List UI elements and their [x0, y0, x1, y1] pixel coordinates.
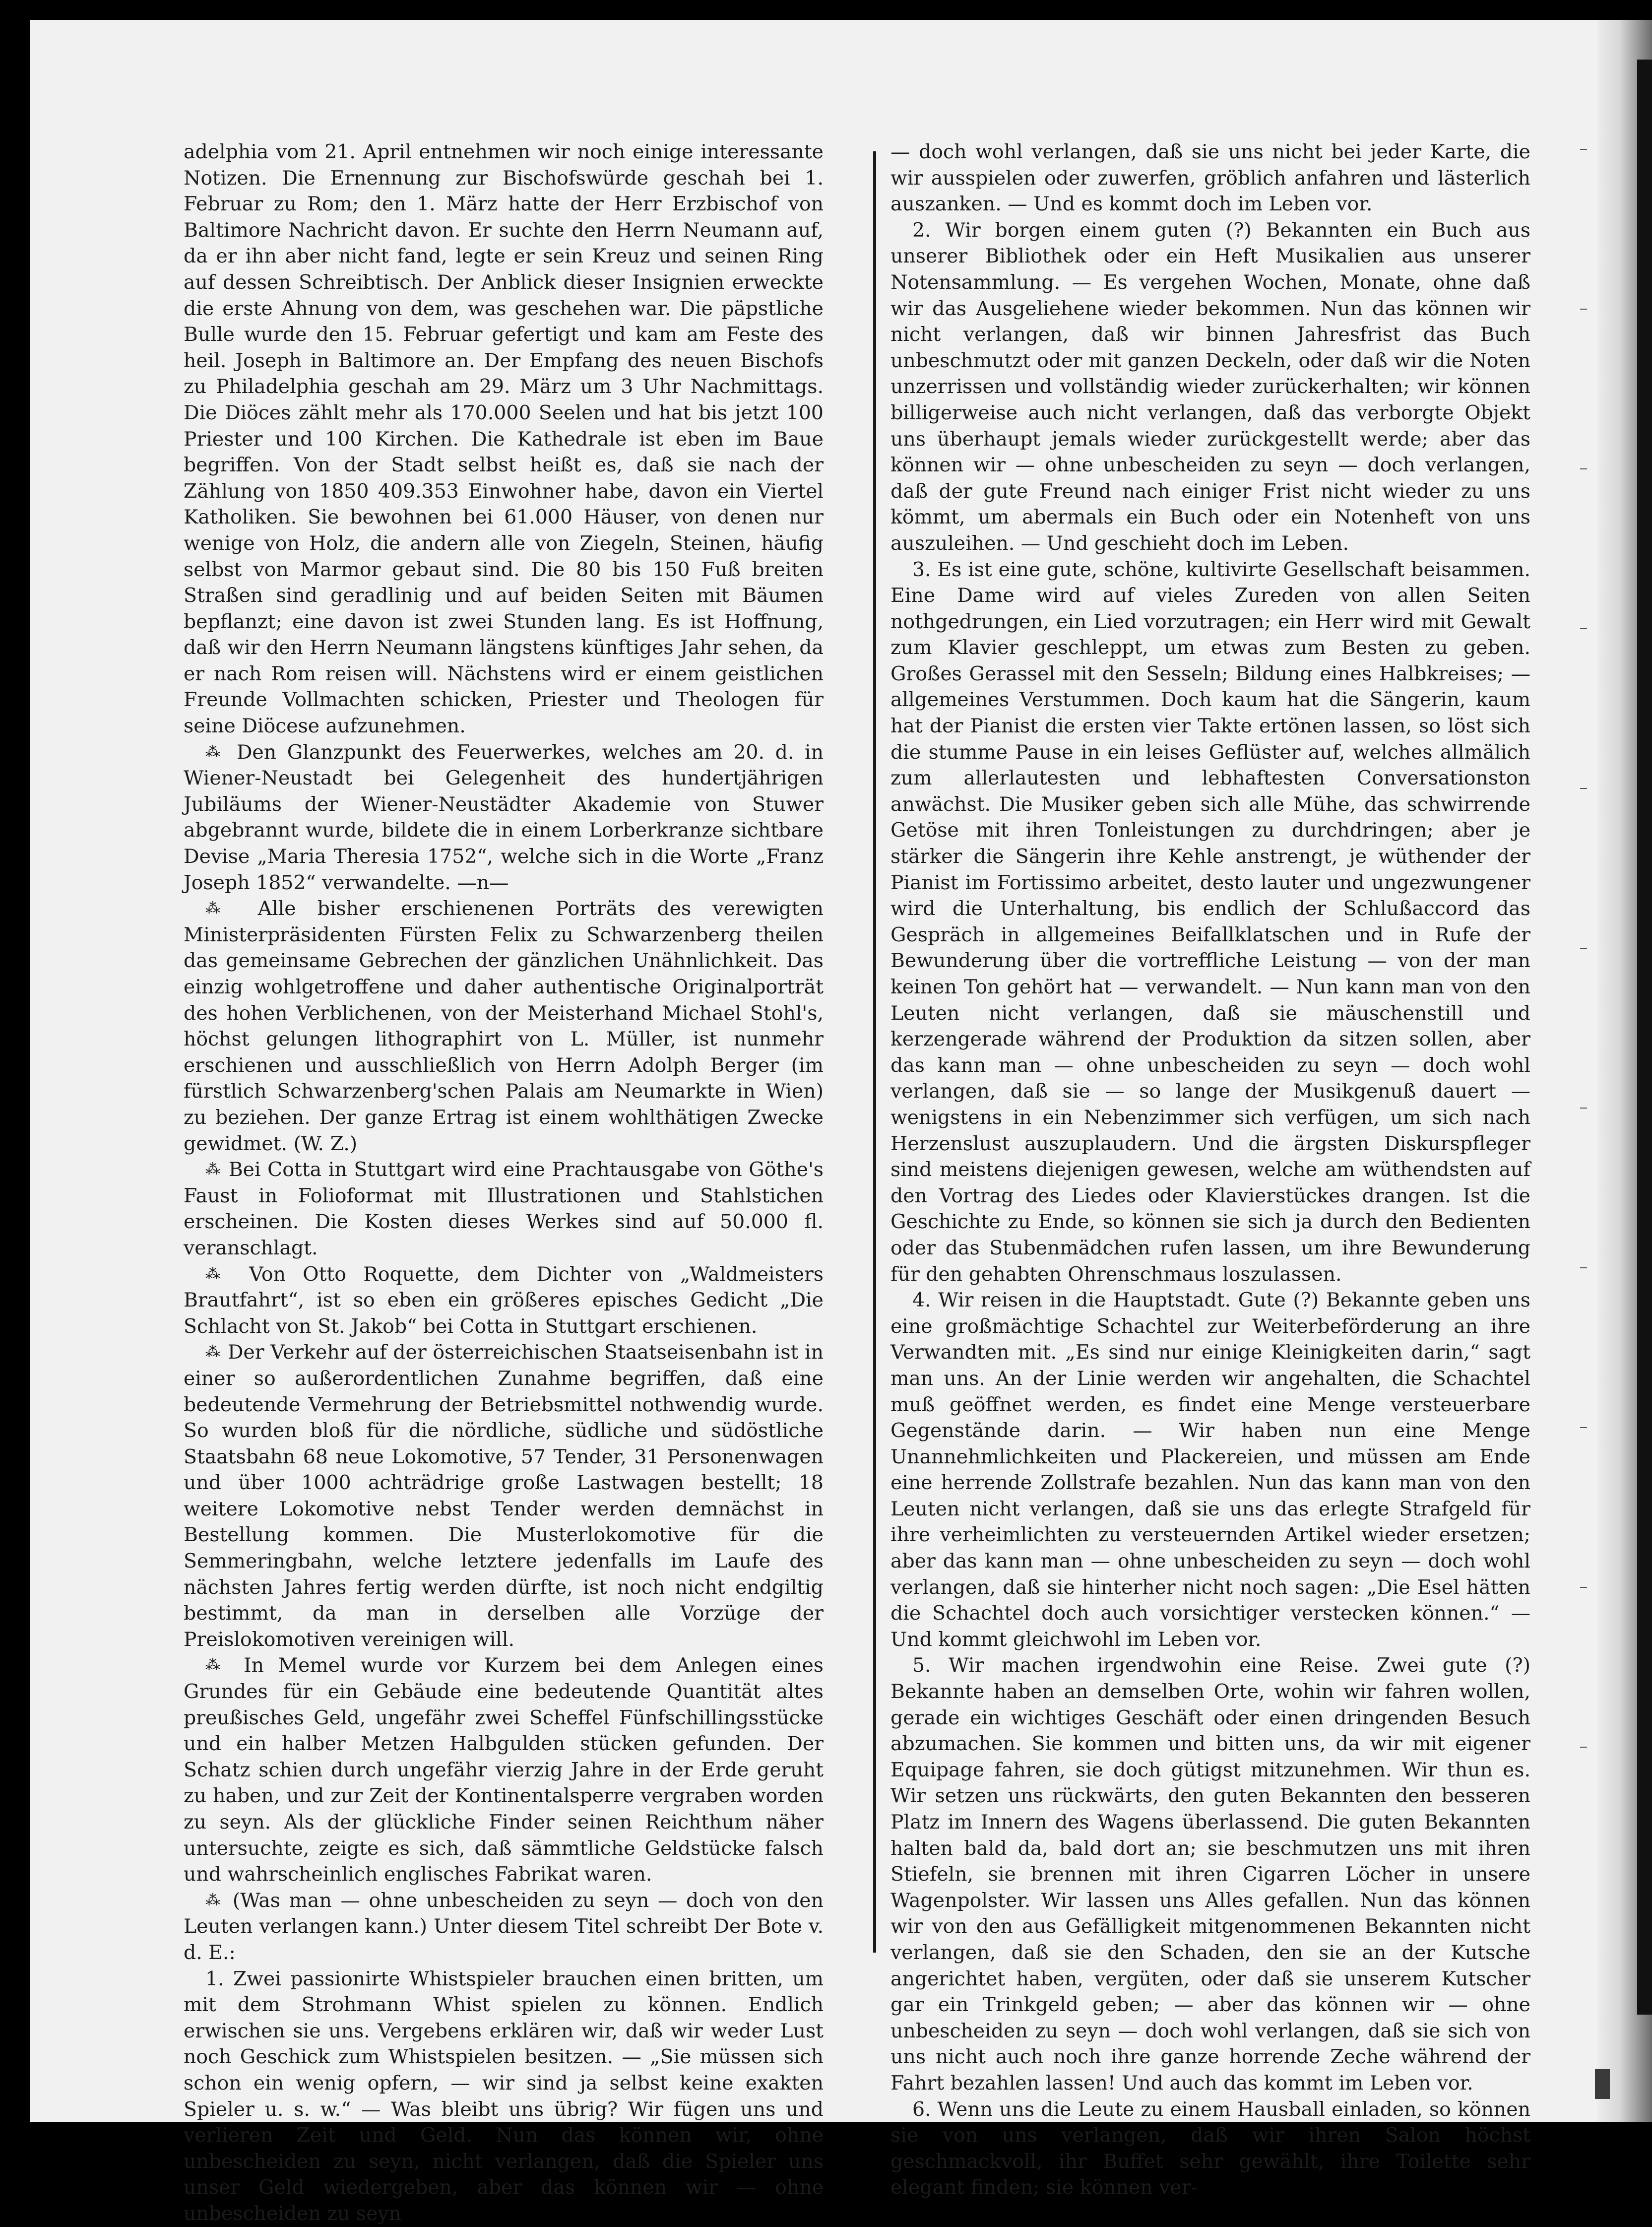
- article-feuerwerk: [184, 739, 824, 896]
- article-roquette: [184, 1261, 824, 1340]
- scan-edge-bar: [1637, 60, 1652, 2015]
- article-staatseisenbahn-text: Der Verkehr auf der österreichischen Staatseisenbahn ist in einer so außerordentlichen Zunahme begriffen, daß eine bedeutende Vermehrung der Betriebsmittel nothwendig wurde. So wurden bloß für die nördliche, südliche und südöstliche Staatsbahn 68 neue Lokomotive, 57 Tender, 31 Personenwagen und über 1000 achträdrige große Lastwagen bestellt; 18 weitere Lokomotive nebst Tender werden demnächst in Bestellung kommen. Die Musterlokomotive für die Semmeringbahn, welche letztere jedenfalls im Laufe des nächsten Jahres fertig werden dürfte, ist noch nicht endgiltig bestimmt, da man in derselben alle Vorzüge der Preislokomotiven vereinigen will.: [184, 1341, 824, 1651]
- article-was-man-intro-text: (Was man — ohne unbescheiden zu seyn — doch von den Leuten verlangen kann.) Unter diesem Titel schreibt Der Bote v. d. E.:: [184, 1889, 824, 1964]
- article-whist: 1. Zwei passionirte Whistspieler brauchen einen britten, um mit dem Strohmann Whist spielen zu können. Endlich erwischen sie uns. Vergebens erklären wir, daß wir weder Lust noch Geschick zum Whistspielen besitzen. — „Sie müssen sich schon ein wenig opfern, — wir sind ja selbst keine exakten Spieler u. s. w.“ — Was bleibt uns übrig? Wir fügen uns und verlieren Zeit und Geld. Nun das können wir, ohne unbescheiden zu seyn, nicht verlangen, daß die Spieler uns unser Geld wiedergeben, aber das können wir — ohne unbescheiden zu seyn: [184, 1967, 824, 2225]
- article-roquette-text: Von Otto Roquette, dem Dichter von „Waldmeisters Brautfahrt“, ist so eben ein größeres episches Gedicht „Die Schlacht von St. Jakob“ bei Cotta in Stuttgart erschienen.: [184, 1262, 824, 1338]
- article-feuerwerk-text: Den Glanzpunkt des Feuerwerkes, welches am 20. d. in Wiener-Neustadt bei Gelegenheit des hundertjährigen Jubiläums der Wiener-Neustädter Akademie von Stuwer abgebrannt wurde, bildete die in einem Lorberkranze sichtbare Devise „Maria Theresia 1752“, welche sich in die Worte „Franz Joseph 1852“ verwandelte. —n—: [184, 740, 824, 894]
- article-hausball: 6. Wenn uns die Leute zu einem Hausball einladen, so können sie von uns verlangen, daß wir ihren Salon höchst geschmackvoll, ihr Buffet sehr gewählt, ihre Toilette sehr elegant finden; sie können ver-: [890, 2097, 1530, 2199]
- bullet-mark: ⁂: [205, 900, 237, 917]
- left-text-column: [184, 139, 824, 2225]
- bullet-mark: ⁂: [205, 743, 226, 761]
- article-faust: [184, 1157, 824, 1261]
- article-buch-borgen: 2. Wir borgen einem guten (?) Bekannten ein Buch aus unserer Bibliothek oder ein Heft Musikalien aus unserer Notensammlung. — Es vergehen Wochen, Monate, ohne daß wir das Ausgeliehene wieder bekommen. Nun das können wir nicht verlangen, daß wir binnen Jahresfrist das Buch unbeschmutzt oder mit ganzen Deckeln, oder daß wir die Noten unzerrissen und vollständig wieder zurückerhalten; wir können billigerweise auch nicht verlangen, daß das verborgte Objekt uns überhaupt jemals wieder zurückgestellt werde; aber das können wir — ohne unbescheiden zu seyn — doch verlangen, daß der gute Freund nach einiger Frist nicht wieder zu uns kömmt, um abermals ein Buch oder ein Notenheft von uns auszuleihen. — Und geschieht doch im Leben.: [890, 218, 1530, 555]
- article-portraet-text: Alle bisher erschienenen Porträts des verewigten Ministerpräsidenten Fürsten Felix zu Schwarzenberg theilen das gemeinsame Gebrechen der gänzlichen Unähnlichkeit. Das einzig wohlgetroffene und daher authentische Originalporträt des hohen Verblichenen, von der Meisterhand Michael Stohl's, höchst gelungen lithographirt von L. Müller, ist nunmehr erschienen und ausschließlich von Herrn Adolph Berger (im fürstlich Schwarzenberg'schen Palais am Neumarkte in Wien) zu beziehen. Der ganze Ertrag ist einem wohlthätigen Zwecke gewidmet. (W. Z.): [184, 897, 824, 1155]
- article-memel-text: In Memel wurde vor Kurzem bei dem Anlegen eines Grundes für ein Gebäude eine bedeutende Quantität altes preußisches Geld, ungefähr zwei Scheffel Fünfschillingsstücke und ein halber Metzen Halbgulden stücken gefunden. Der Schatz schien durch ungefähr vierzig Jahre in der Erde geruht zu haben, und zur Zeit der Kontinentalsperre vergraben worden zu seyn. Als der glückliche Finder seinen Reichthum näher untersuchte, zeigte es sich, daß sämmtliche Geldstücke falsch und wahrscheinlich englisches Fabrikat waren.: [184, 1654, 824, 1886]
- bullet-mark: ⁂: [205, 1343, 222, 1361]
- article-whist-continued: — doch wohl verlangen, daß sie uns nicht bei jeder Karte, die wir ausspielen oder zuwerfen, gröblich anfahren und lästerlich auszanken. — Und es kommt doch im Leben vor.: [890, 140, 1530, 216]
- bullet-mark: ⁂: [205, 1891, 224, 1909]
- column-divider: [873, 151, 876, 1953]
- edge-marks: [1580, 149, 1590, 1935]
- article-faust-text: Bei Cotta in Stuttgart wird eine Prachtausgabe von Göthe's Faust in Folioformat mit Illustrationen und Stahlstichen erscheinen. Die Kosten dieses Werkes sind auf 50.000 fl. veranschlagt.: [184, 1158, 824, 1259]
- article-philadelphia: adelphia vom 21. April entnehmen wir noch einige interessante Notizen. Die Ernennung zur Bischofswürde geschah bei 1. Februar zu Rom; den 1. März hatte der Herr Erzbischof von Baltimore Nachricht davon. Er suchte den Herrn Neumann auf, da er ihn aber nicht fand, legte er sein Kreuz und seinen Ring auf dessen Schreibtisch. Der Anblick dieser Insignien erweckte die erste Ahnung von dem, was geschehen war. Die päpstliche Bulle wurde den 15. Februar gefertigt und kam am Feste des heil. Joseph in Baltimore an. Der Empfang des neuen Bischofs zu Philadelphia geschah am 29. März um 3 Uhr Nachmittags. Die Diöces zählt mehr als 170.000 Seelen und hat bis jetzt 100 Priester und 100 Kirchen. Die Kathedrale ist eben im Baue begriffen. Von der Stadt selbst heißt es, daß sie nach der Zählung von 1850 409.353 Einwohner habe, davon ein Viertel Katholiken. Sie bewohnen bei 61.000 Häuser, von denen nur wenige von Holz, die andern alle von Ziegeln, Steinen, häufig selbst von Marmor gebaut sind. Die 80 bis 150 Fuß breiten Straßen sind geradlinig und auf beiden Seiten mit Bäumen bepflanzt; eine davon ist zwei Stunden lang. Es ist Hoffnung, daß wir den Herrn Neumann längstens künftiges Jahr sehen, da er nach Rom reisen will. Nächstens wird er einem geistlichen Freunde Vollmachten schicken, Priester und Theologen für seine Diöcese aufzunehmen.: [184, 140, 824, 738]
- right-text-column: [890, 139, 1530, 2199]
- article-portraet: [184, 896, 824, 1157]
- bullet-mark: ⁂: [205, 1161, 222, 1179]
- article-gesellschaft: 3. Es ist eine gute, schöne, kultivirte Gesellschaft beisammen. Eine Dame wird auf vieles Zureden von allen Seiten nothgedrungen, ein Lied vorzutragen; ein Herr wird mit Gewalt zum Klavier geschleppt, um etwas zum Besten zu geben. Großes Gerassel mit den Sesseln; Bildung eines Halbkreises; — allgemeines Verstummen. Doch kaum hat die Sängerin, kaum hat der Pianist die ersten vier Takte ertönen lassen, so löst sich die stumme Pause in ein leises Geflüster auf, welches allmälich zum allerlautesten und lebhaftesten Conversationston anwächst. Die Musiker geben sich alle Mühe, das schwirrende Getöse mit ihren Tonleistungen zu durchdringen; aber je stärker die Sängerin ihre Kehle anstrengt, je wüthender der Pianist im Fortissimo arbeitet, desto lauter und ungezwungener wird die Unterhaltung, bis endlich der Schlußaccord das Gespräch in allgemeines Beifallklatschen und in Rufe der Bewunderung über die vortreffliche Leistung — von der man keinen Ton gehört hat — verwandelt. — Nun kann man von den Leuten nicht verlangen, daß sie mäuschenstill und kerzengerade während der Produktion da sitzen sollen, aber das kann man — ohne unbescheiden zu seyn — doch wohl verlangen, daß sie — so lange der Musikgenuß dauert — wenigstens in ein Nebenzimmer sich verfügen, um sich nach Herzenslust auszuplaudern. Und die ärgsten Diskurspfleger sind meistens diejenigen gewesen, welche am wüthendsten auf den Vortrag des Liedes oder Klavierstückes drangen. Ist die Geschichte zu Ende, so können sie sich ja durch den Bedienten oder das Stubenmädchen rufen lassen, um ihre Bewunderung für den gehabten Ohrenschmaus loszulassen.: [890, 558, 1530, 1286]
- article-staatseisenbahn: [184, 1339, 824, 1652]
- article-was-man-intro: [184, 1888, 824, 1966]
- article-memel: [184, 1652, 824, 1887]
- article-reise: 5. Wir machen irgendwohin eine Reise. Zwei gute (?) Bekannte haben an demselben Orte, wohin wir fahren wollen, gerade ein wichtiges Geschäft oder einen dringenden Besuch abzumachen. Sie kommen und bitten uns, da wir mit eigener Equipage fahren, sie doch gütigst mitzunehmen. Wir thun es. Wir setzen uns rückwärts, den guten Bekannten den besseren Platz im Innern des Wagens überlassend. Die guten Bekannten halten bald da, bald dort an; sie beschmutzen uns mit ihren Stiefeln, sie brennen mit ihren Cigarren Löcher in unsere Wagenpolster. Wir lassen uns Alles gefallen. Nun das können wir von den aus Gefälligkeit mitgenommenen Bekannten nicht verlangen, daß sie den Schaden, den sie an der Kutsche angerichtet haben, vergüten, oder daß sie unserem Kutscher gar ein Trinkgeld geben; — aber das können wir — ohne unbescheiden zu seyn — doch wohl verlangen, daß sie sich von uns nicht auch noch ihre ganze horrende Zeche während der Fahrt bezahlen lassen! Und auch das kommt im Leben vor.: [890, 1654, 1530, 2095]
- bullet-mark: ⁂: [205, 1656, 230, 1674]
- scan-corner-mark: [1595, 2069, 1610, 2099]
- article-hauptstadt: 4. Wir reisen in die Hauptstadt. Gute (?) Bekannte geben uns eine großmächtige Schachtel zur Weiterbeförderung an ihre Verwandten mit. „Es sind nur einige Kleinigkeiten darin,“ sagt man uns. An der Linie werden wir angehalten, die Schachtel muß geöffnet werden, es findet eine Menge versteuerbare Gegenstände darin. — Wir haben nun eine Menge Unannehmlichkeiten und Plackereien, und müssen am Ende eine herrende Zollstrafe bezahlen. Nun das kann man von den Leuten nicht verlangen, daß sie uns das erlegte Strafgeld für ihre verheimlichten zu versteuernden Artikel wieder ersetzen; aber das kann man — ohne unbescheiden zu seyn — doch wohl verlangen, daß sie hinterher nicht noch sagen: „Die Esel hätten die Schachtel doch auch vorsichtiger verstecken können.“ — Und kommt gleichwohl im Leben vor.: [890, 1289, 1530, 1651]
- bullet-mark: ⁂: [205, 1265, 232, 1283]
